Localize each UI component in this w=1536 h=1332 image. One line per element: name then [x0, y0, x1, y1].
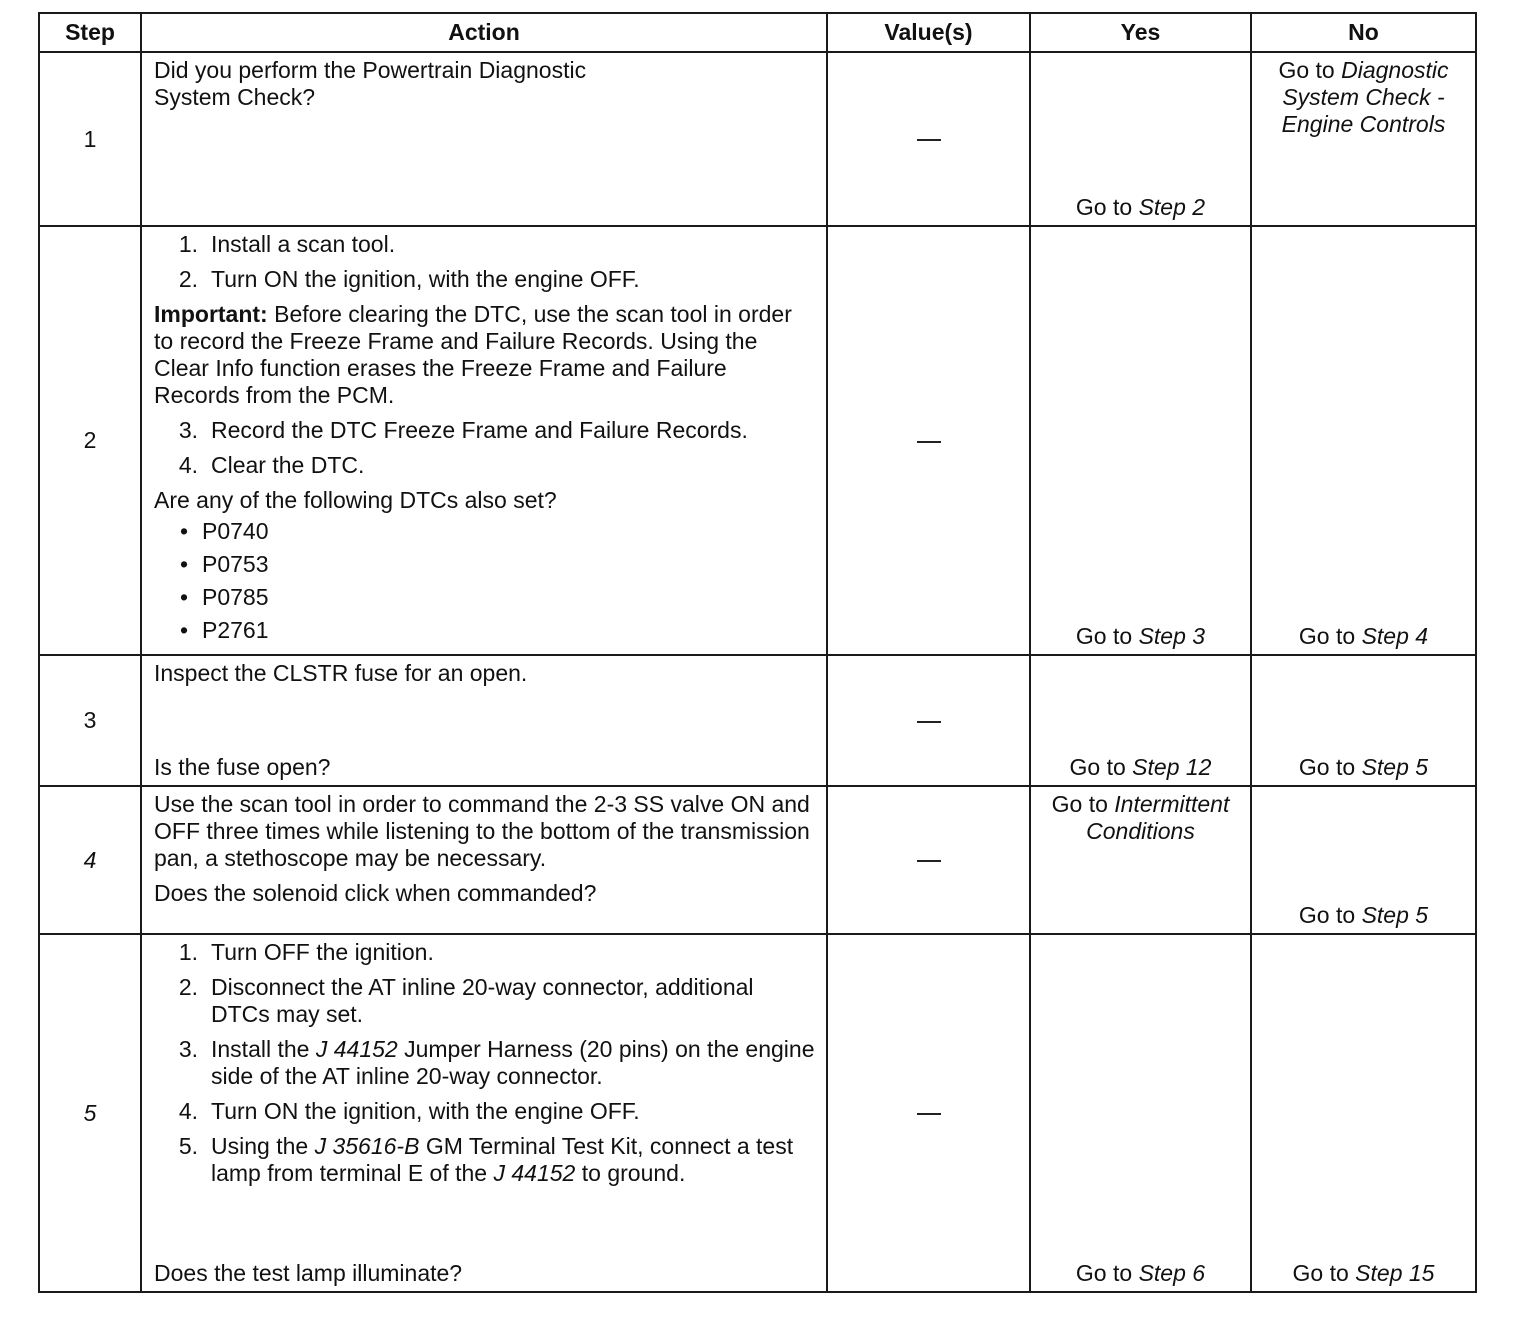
- yes-cell: [1030, 226, 1251, 655]
- yes-goto[interactable]: Go to Step 3: [1075, 623, 1206, 649]
- yes-goto[interactable]: Go to Intermittent Conditions: [1051, 791, 1230, 844]
- steps-list-b: [154, 417, 816, 479]
- step-number: 1: [39, 52, 141, 226]
- action-text: Use the scan tool in order to command the 2-3 SS valve ON and OFF three times while listening to the bottom of the transmission pan, a stethoscope may be necessary.: [154, 791, 810, 871]
- no-goto[interactable]: Go to Step 15: [1292, 1260, 1435, 1286]
- list-item: 2. Turn ON the ignition, with the engine OFF.: [178, 266, 640, 292]
- header-row: [39, 13, 1476, 52]
- action-cell: [141, 786, 827, 934]
- list-item: 1. Turn OFF the ignition.: [178, 939, 434, 965]
- step-number: 3: [39, 655, 141, 786]
- question: Does the solenoid click when commanded?: [154, 880, 597, 906]
- value-cell: [827, 226, 1030, 655]
- dtc-item: • P2761: [179, 617, 269, 643]
- list-item: 4. Clear the DTC.: [178, 452, 365, 478]
- action-cell: [141, 934, 827, 1292]
- question: Is the fuse open?: [154, 754, 331, 780]
- value-cell: [827, 934, 1030, 1292]
- no-goto[interactable]: Go to Step 5: [1298, 754, 1429, 780]
- header-yes: Yes: [1030, 13, 1251, 52]
- table-row-step-5: [39, 934, 1476, 1292]
- header-step: Step: [39, 13, 141, 52]
- dtc-item: • P0740: [179, 518, 269, 544]
- diagnostic-table: [38, 12, 1477, 1293]
- table-row-step-2: [39, 226, 1476, 655]
- list-item: 2. Disconnect the AT inline 20-way connector, additional DTCs may set.: [178, 974, 754, 1027]
- yes-goto[interactable]: Go to Step 2: [1075, 194, 1206, 220]
- list-item: 3. Install the J 44152 Jumper Harness (20 pins) on the engine side of the AT inline 20-way connector.: [178, 1036, 815, 1089]
- yes-cell: [1030, 786, 1251, 934]
- yes-cell: [1030, 655, 1251, 786]
- value-cell: [827, 52, 1030, 226]
- dtc-item: • P0753: [179, 551, 269, 577]
- yes-cell: [1030, 52, 1251, 226]
- no-cell: [1251, 934, 1476, 1292]
- no-goto[interactable]: Go to Diagnostic System Check - Engine Controls: [1278, 57, 1449, 137]
- no-cell: [1251, 786, 1476, 934]
- no-cell: [1251, 655, 1476, 786]
- header-no: No: [1251, 13, 1476, 52]
- list-item: 1. Install a scan tool.: [178, 231, 396, 257]
- value-dash: [917, 139, 941, 141]
- value-dash: [917, 1113, 941, 1115]
- header-action: Action: [141, 13, 827, 52]
- table-row-step-3: [39, 655, 1476, 786]
- yes-goto[interactable]: Go to Step 12: [1069, 754, 1212, 780]
- steps-list: [154, 939, 816, 1187]
- no-cell: [1251, 226, 1476, 655]
- dtc-list: [154, 518, 816, 644]
- dtc-item: • P0785: [179, 584, 269, 610]
- action-cell: [141, 655, 827, 786]
- action-text: Did you perform the Powertrain Diagnostic System Check?: [154, 57, 587, 110]
- action-cell: [141, 52, 827, 226]
- value-dash: [917, 721, 941, 723]
- list-item: 4. Turn ON the ignition, with the engine OFF.: [178, 1098, 640, 1124]
- table-row-step-4: [39, 786, 1476, 934]
- value-dash: [917, 441, 941, 443]
- question: Are any of the following DTCs also set?: [154, 487, 557, 513]
- list-item: 5. Using the J 35616-B GM Terminal Test Kit, connect a test lamp from terminal E of the J 44152 to ground.: [178, 1133, 794, 1186]
- step-number: 2: [39, 226, 141, 655]
- list-item: 3. Record the DTC Freeze Frame and Failure Records.: [178, 417, 748, 443]
- step-number: 4: [39, 786, 141, 934]
- yes-cell: [1030, 934, 1251, 1292]
- header-values: Value(s): [827, 13, 1030, 52]
- value-cell: [827, 786, 1030, 934]
- value-dash: [917, 860, 941, 862]
- action-text: Inspect the CLSTR fuse for an open.: [154, 660, 528, 686]
- no-cell: [1251, 52, 1476, 226]
- step-number: 5: [39, 934, 141, 1292]
- yes-goto[interactable]: Go to Step 6: [1075, 1260, 1206, 1286]
- no-goto[interactable]: Go to Step 5: [1298, 902, 1429, 928]
- no-goto[interactable]: Go to Step 4: [1298, 623, 1429, 649]
- action-cell: [141, 226, 827, 655]
- important-note: Important: Before clearing the DTC, use the scan tool in order to record the Freeze Frame and Failure Records. Using the Clear Info function erases the Freeze Frame and Failure Records from the PCM.: [154, 301, 792, 408]
- steps-list-a: [154, 231, 816, 293]
- value-cell: [827, 655, 1030, 786]
- table-row-step-1: [39, 52, 1476, 226]
- question: Does the test lamp illuminate?: [154, 1260, 463, 1286]
